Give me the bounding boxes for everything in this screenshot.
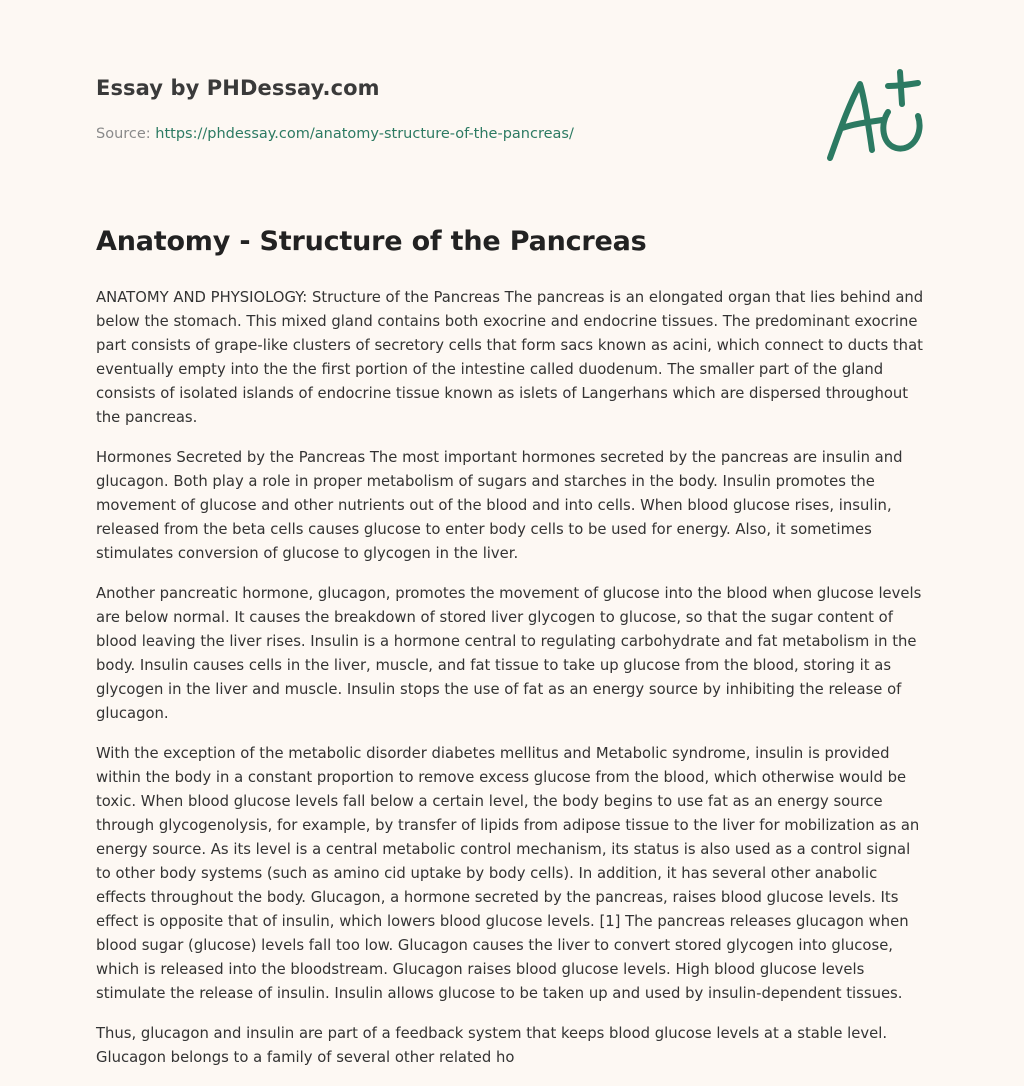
paragraph: Hormones Secreted by the Pancreas The most important hormones secreted by the pancreas are insulin and glucagon. Both play a role in proper metabolism of sugars and starches in the body. Insulin promotes the movement of glucose and other nutrients out of the blood and into cells. When blood glucose rises, insulin, released from the beta cells causes glucose to enter body cells to be used for energy. Also, it sometimes stimulates conversion of glucose to glycogen in the liver.	[96, 449, 903, 562]
page-title: Anatomy - Structure of the Pancreas	[96, 226, 647, 257]
article-body	[96, 286, 926, 1086]
paragraph: With the exception of the metabolic disorder diabetes mellitus and Metabolic syndrome, insulin is provided within the body in a constant proportion to remove excess glucose from the blood, which otherwise would be toxic. When blood glucose levels fall below a certain level, the body begins to use fat as an energy source through glycogenolysis, for example, by transfer of lipids from adipose tissue to the liver for mobilization as an energy source. As its level is a central metabolic control mechanism, its status is also used as a control signal to other body systems (such as amino cid uptake by body cells). In addition, it has several other anabolic effects throughout the body. Glucagon, a hormone secreted by the pancreas, raises blood glucose levels. Its effect is opposite that of insulin, which lowers blood glucose levels. [1] The pancreas releases glucagon when blood sugar (glucose) levels fall too low. Glucagon causes the liver to convert stored glycogen into glucose, which is released into the bloodstream. Glucagon raises blood glucose levels. High blood glucose levels stimulate the release of insulin. Insulin allows glucose to be taken up and used by insulin-dependent tissues.	[96, 745, 920, 1002]
source-link[interactable]: https://phdessay.com/anatomy-structure-of-the-pancreas/	[155, 126, 574, 142]
paragraph: Thus, glucagon and insulin are part of a feedback system that keeps blood glucose levels at a stable level. Glucagon belongs to a family of several other related ho	[96, 1025, 888, 1066]
paragraph: Another pancreatic hormone, glucagon, promotes the movement of glucose into the blood when glucose levels are below normal. It causes the breakdown of stored liver glycogen to glucose, so that the sugar content of blood leaving the liver rises. Insulin is a hormone central to regulating carbohydrate and fat metabolism in the body. Insulin causes cells in the liver, muscle, and fat tissue to take up glucose from the blood, storing it as glycogen in the liver and muscle. Insulin stops the use of fat as an energy source by inhibiting the release of glucagon.	[96, 585, 922, 722]
source-line	[96, 126, 796, 142]
paragraph: ANATOMY AND PHYSIOLOGY: Structure of the Pancreas The pancreas is an elongated organ that lies behind and below the stomach. This mixed gland contains both exocrine and endocrine tissues. The predominant exocrine part consists of grape-like clusters of secretory cells that form sacs known as acini, which connect to ducts that eventually empty into the the first portion of the intestine called duodenum. The smaller part of the gland consists of isolated islands of endocrine tissue known as islets of Langerhans which are dispersed throughout the pancreas.	[96, 289, 924, 426]
brand-title: Essay by PHDessay.com	[96, 76, 380, 100]
page-header	[96, 76, 796, 142]
a-plus-grade-icon	[820, 66, 930, 166]
source-label: Source:	[96, 126, 151, 142]
